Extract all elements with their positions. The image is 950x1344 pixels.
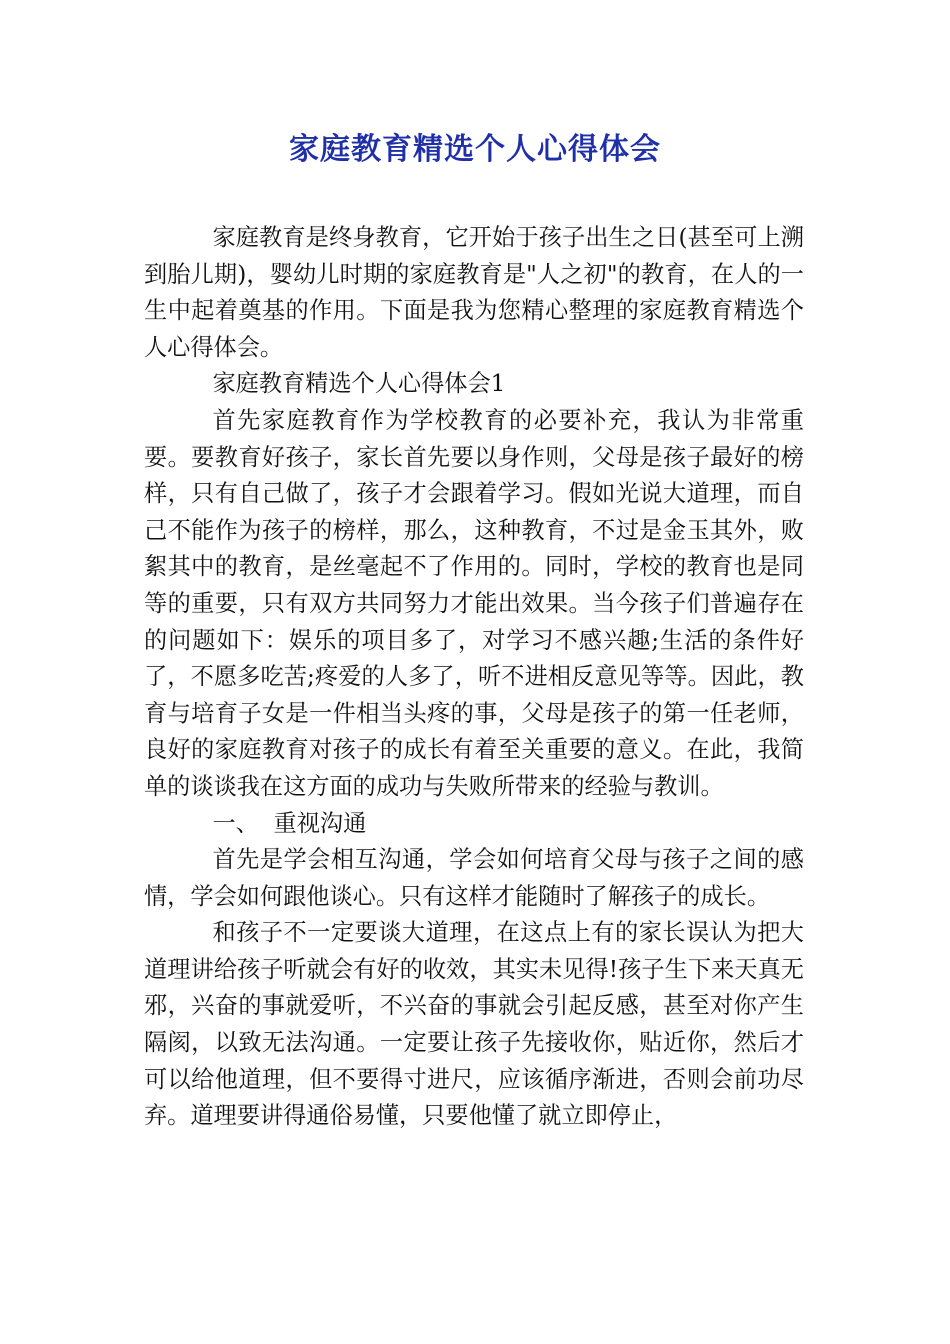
paragraph-body: 首先家庭教育作为学校教育的必要补充，我认为非常重要。要教育好孩子，家长首先要以身作则，父母是孩子最好的榜样，只有自己做了，孩子才会跟着学习。假如光说大道理，而自己不能作为孩子的榜样，那么，这种教育，不过是金玉其外，败絮其中的教育，是丝毫起不了作用的。同时，学校的教育也是同等的重要，只有双方共同努力才能出效果。当今孩子们普遍存在的问题如下：娱乐的项目多了，对学习不感兴趣;生活的条件好了，不愿多吃苦;疼爱的人多了，听不进相反意见等等。因此，教育与培育子女是一件相当头疼的事，父母是孩子的第一任老师，良好的家庭教育对孩子的成长有着至关重要的意义。在此，我简单的谈谈我在这方面的成功与失败所带来的经验与教训。 [144, 406, 804, 800]
paragraph-section-heading: 家庭教育精选个人心得体会1 [212, 370, 506, 398]
document-title: 家庭教育精选个人心得体会 [289, 132, 661, 167]
paragraph-body: 和孩子不一定要谈大道理，在这点上有的家长误认为把大道理讲给孩子听就会有好的收效，其实未见得!孩子生下来天真无邪，兴奋的事就爱听，不兴奋的事就会引起反感，甚至对你产生隔阂，以致无法沟通。一定要让孩子先接收你，贴近你，然后才可以给他道理，但不要得寸进尺，应该循序渐进，否则会前功尽弃。道理要讲得通俗易懂，只要他懂了就立即停止， [144, 919, 804, 1130]
paragraph-subheading: 一、 重视沟通 [212, 809, 367, 837]
paragraph-body: 首先是学会相互沟通，学会如何培育父母与孩子之间的感情，学会如何跟他谈心。只有这样才能随时了解孩子的成长。 [144, 846, 804, 910]
paragraph-intro: 家庭教育是终身教育，它开始于孩子出生之日(甚至可上溯到胎儿期)，婴幼儿时期的家庭教育是"人之初"的教育，在人的一生中起着奠基的作用。下面是我为您精心整理的家庭教育精选个人心得体会。 [144, 224, 804, 361]
document-body [144, 220, 804, 1135]
